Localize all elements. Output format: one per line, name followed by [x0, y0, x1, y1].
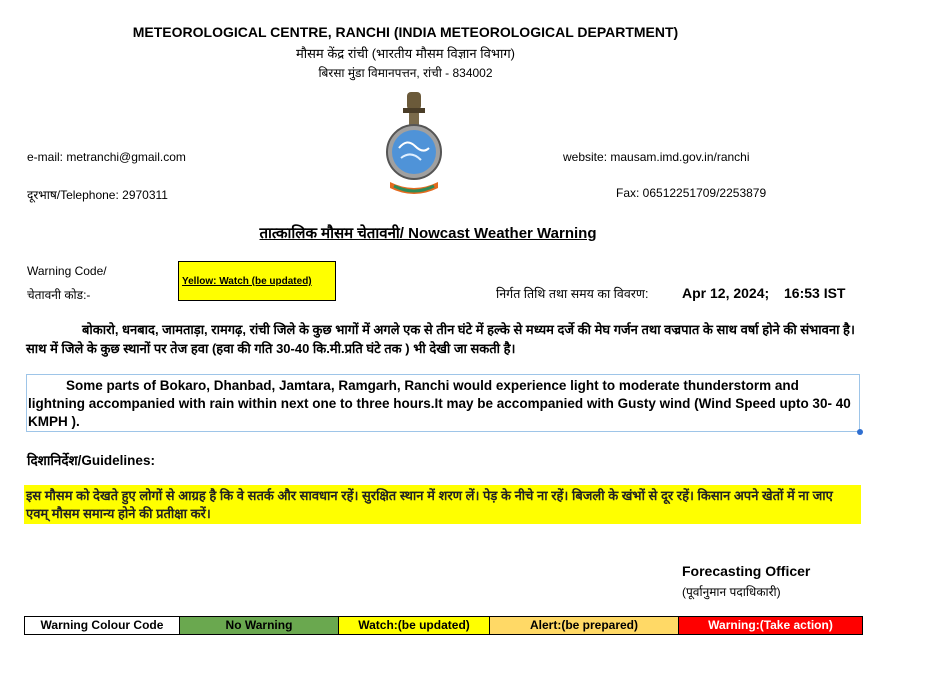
org-name-english: METEOROLOGICAL CENTRE, RANCHI (INDIA METEOROLOGICAL DEPARTMENT)	[132, 24, 679, 40]
guidelines-highlight	[24, 485, 861, 524]
issue-date-label: निर्गत तिथि तथा समय का विवरण:	[496, 287, 649, 301]
warning-code-label-hindi: चेतावनी कोड:-	[27, 288, 91, 302]
legend-cell-alert: Alert:(be prepared)	[490, 617, 679, 634]
page-title: तात्कालिक मौसम चेतावनी/ Nowcast Weather Warning	[259, 225, 597, 242]
warning-message-hindi: बोकारो, धनबाद, जामताड़ा, रामगढ़, रांची जिले के कुछ भागों में अगले एक से तीन घंटे में हल्के से मध्यम दर्जे की मेघ गर्जन तथा वज्रपात के साथ वर्षा होने की संभावना है। साथ में जिले के कुछ स्थानों पर तेज हवा (हवा की गति 30-40 कि.मी.प्रति घंटे तक ) भी देखी जा सकती है।	[26, 322, 855, 356]
org-address: बिरसा मुंडा विमानपत्तन, रांची - 834002	[318, 66, 493, 80]
issue-date: Apr 12, 2024;	[682, 285, 770, 301]
contact-telephone: दूरभाष/Telephone: 2970311	[27, 188, 168, 202]
imd-emblem-logo	[385, 90, 443, 198]
colour-code-legend	[24, 616, 863, 635]
resize-handle[interactable]	[857, 429, 863, 435]
legend-cell-watch: Watch:(be updated)	[339, 617, 490, 634]
contact-email[interactable]: e-mail: metranchi@gmail.com	[27, 150, 186, 164]
legend-cell-no-warning: No Warning	[180, 617, 339, 634]
guidelines-text: इस मौसम को देखते हुए लोगों से आग्रह है कि वे सतर्क और सावधान रहें। सुरक्षित स्थान में शरण लें। पेड़ के नीचे ना रहें। बिजली के खंभों से दूर रहें। किसान अपने खेतों में ना जाए एवम् मौसम समान्य होने की प्रतीक्षा करें।	[26, 488, 833, 521]
legend-cell-header: Warning Colour Code	[25, 617, 180, 634]
warning-message-english: Some parts of Bokaro, Dhanbad, Jamtara, Ramgarh, Ranchi would experience light to moderate thunderstorm and lightning accompanied with rain within next one to three hours.It may be accompanied with Gusty wind (Wind Speed upto 30- 40 KMPH ).	[28, 378, 851, 429]
legend-cell-warning: Warning:(Take action)	[679, 617, 862, 634]
officer-title-english: Forecasting Officer	[682, 563, 811, 579]
contact-fax: Fax: 06512251709/2253879	[616, 186, 767, 200]
guidelines-label: दिशानिर्देश/Guidelines:	[27, 453, 155, 468]
issue-time: 16:53 IST	[784, 285, 846, 301]
warning-code-badge	[178, 261, 336, 301]
org-name-hindi: मौसम केंद्र रांची (भारतीय मौसम विज्ञान विभाग)	[296, 46, 515, 61]
warning-code-label-english: Warning Code/	[27, 264, 107, 278]
contact-website[interactable]: website: mausam.imd.gov.in/ranchi	[563, 150, 750, 164]
officer-title-hindi: (पूर्वानुमान पदाधिकारी)	[682, 585, 781, 599]
warning-code-value: Yellow: Watch (be updated)	[182, 276, 312, 287]
